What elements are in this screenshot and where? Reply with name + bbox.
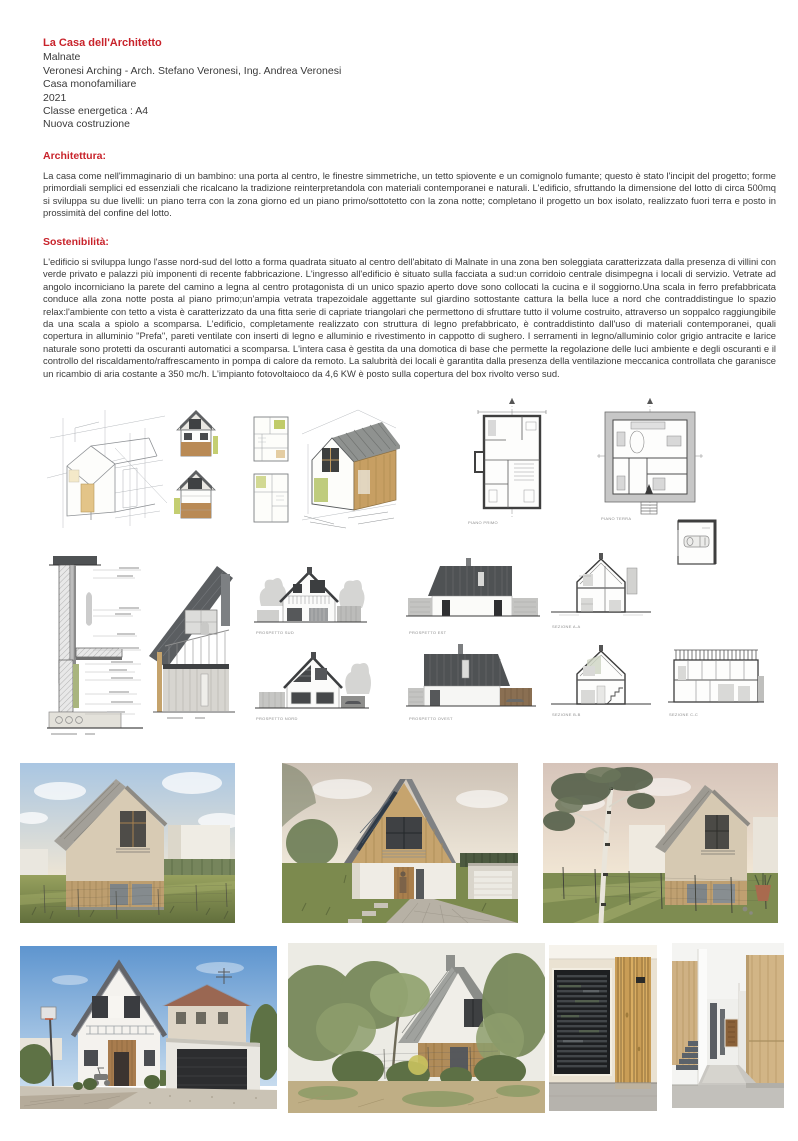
elevation-prospetto-nord (253, 646, 371, 714)
render-house-garden-view (20, 763, 235, 923)
plan-piano-primo (462, 396, 562, 520)
photo-interior-corridor (672, 943, 784, 1108)
sostenibilita-heading: Sostenibilità: (43, 236, 109, 248)
plan-piano-primo-label: PIANO PRIMO (468, 520, 498, 525)
project-type: Casa monofamiliare (43, 78, 137, 91)
elevation-prospetto-ovest-label: PROSPETTO OVEST (409, 716, 453, 721)
render-house-front-view (282, 763, 518, 923)
sezione-aa-label: SEZIONE A-A (552, 624, 581, 629)
project-location: Malnate (43, 51, 81, 64)
right-wood-wardrobe (746, 955, 784, 1083)
wall-section-detail (45, 552, 147, 738)
left-wood-wall (672, 949, 707, 1085)
plan-piano-terra-label: PIANO TERRA (601, 516, 632, 521)
project-studio: Veronesi Arching - Arch. Stefano Veronesi, Ing. Andrea Veronesi (43, 64, 342, 77)
plan-piano-terra (595, 396, 705, 516)
project-energy-class: Classe energetica : A4 (43, 105, 149, 118)
elevation-prospetto-nord-label: PROSPETTO NORD (256, 716, 298, 721)
section-sostenibilita (43, 236, 776, 380)
sketch-facade-studies (172, 406, 220, 528)
elevation-prospetto-est (406, 554, 540, 624)
render-house-birch-view (543, 763, 778, 923)
elevation-prospetto-sud (253, 566, 369, 628)
project-status: Nuova costruzione (43, 118, 130, 131)
architettura-heading: Architettura: (43, 150, 107, 162)
architettura-body: La casa come nell'immaginario di un bambino: una porta al centro, le finestre simmetriche, un tetto spiovente e un comignolo fumante; questo è stato l'incipit del progetto; forme primordiali semplici ed essenziali che ricalcano la tradizione reinterpretandola con materiali contemporanei e naturali. L'edificio, sfruttando la dimensione del lotto di circa 500mq si sviluppa su due livelli: un piano terra con la zona giorno ed un piano primo/sottotetto con la zona notte; completano il progetto un box isolato, realizzato fuori terra e posto in prossimità del confine del lotto. (43, 170, 776, 219)
sezione-bb-drawing (549, 642, 653, 714)
photo-house-among-trees (288, 943, 545, 1113)
project-year: 2021 (43, 91, 67, 104)
elevation-prospetto-ovest (406, 642, 536, 716)
sezione-cc-drawing (666, 640, 766, 714)
photo-built-house-driveway (20, 946, 277, 1109)
sezione-bb-label: SEZIONE B-B (552, 712, 581, 717)
elevation-prospetto-est-label: PROSPETTO EST (409, 630, 447, 635)
photo-facade-detail-louver-wood (549, 945, 657, 1111)
sostenibilita-body: L'edificio si sviluppa lungo l'asse nord-sud del lotto a forma quadrata situato al centro dell'abitato di Malnate in una zona ben soleggiata caratterizzata dalla presenza di villini con verde privato e palazzi più imponenti di recente fabbricazione. L'ingresso all'edificio è situato sulla facciata a sud:un corridoio centrale disimpegna i locali di servizio. Vetrate ad angolo incorniciano la parete del camino a legna al centro protagonista di un unico spazio aperto dove sono collocati la cucina e il soggiorno.Una scala in ferro prefabbricata conduce alla zona notte posta al piano primo;un'ampia vetrata trapezoidale aggettante sul giardino sottostante cattura la bella luce a nord che contraddistingue lo spazio relax:l'ambiente con tetto a vista è caratterizzato da una fitta serie di capriate triangolari che permettono di sfruttare tutto il volume costruito, attraverso un soppalco raggiungibile da una scala a spiolo a scomparsa. L'edificio, completamente realizzato con struttura di legno prefabbricato, è contraddistinto dall'uso di materiali contemporanei, quali copertura in alluminio "Prefa", pareti ventilate con inserti di legno e alluminio e rivestimento in cappotto di sughero. I serramenti in legno/alluminio color grigio antracite e larice naturale sono protetti da oscuranti automatici a scomparsa. L'intera casa è gestita da una domotica di base che permette la regolazione delle luci ambiente e degli oscuranti e il controllo del riscaldamento/raffrescamento in pompa di calore da remoto. La salubrità dei locali è garantita dalla presenza della ventilazione meccanica controllata che garanisce un ricambio di aria costante a 350 mc/h. L'impianto fotovoltaioco da 4,6 KW è posto sulla copertura del box rivolto verso sud. (43, 256, 776, 379)
sketch-plan-studies (248, 412, 294, 530)
sezione-aa-drawing (549, 552, 653, 622)
louver-window (553, 969, 611, 1075)
section-perspective-drawing (143, 556, 237, 724)
sezione-cc-label: SEZIONE C-C (669, 712, 699, 717)
project-title: La Casa dell'Architetto (43, 37, 162, 49)
sketch-perspective-drawing (298, 404, 400, 536)
plan-box-garage (672, 516, 720, 572)
garage (166, 1038, 260, 1094)
section-architettura (43, 150, 776, 220)
sketch-axonometric-drawing (45, 408, 171, 538)
wood-slat-panel (615, 957, 651, 1083)
elevation-prospetto-sud-label: PROSPETTO SUD (256, 630, 295, 635)
project-header (43, 37, 341, 132)
